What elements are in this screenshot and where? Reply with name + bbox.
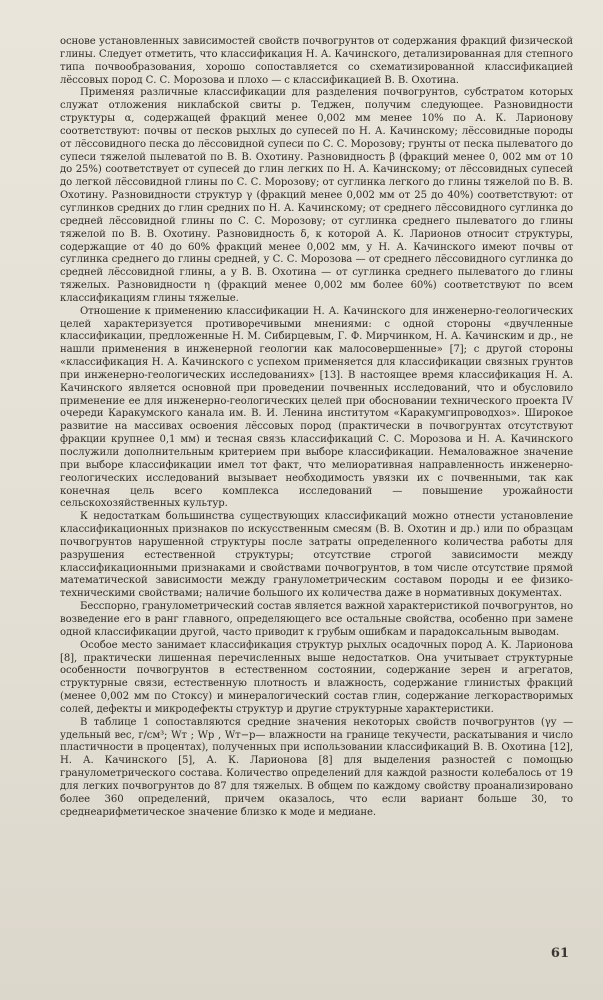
page-number: 61 <box>550 946 569 961</box>
paragraph: Применяя различные классификации для разделения почвогрунтов, субстратом которых служат отложения никлабской свиты р. Теджен, получим следующее. Разновидности структуры α, содержащей фракций менее 0,002 мм менее 10% по А. К. Ларионову соответствуют: почвы от песков рыхлых до супесей по Н. А. Качинскому; лёссовидные породы от лёссовидного песка до лёссовидной супеси по С. С. Морозову; грунты от песка пылеватого до супеси тяжелой пылеватой по В. В. Охотину. Разновидность β (фракций менее 0, 002 мм от 10 до 25%) соответствует от супесей до глин легких по Н. А. Качинскому; от лёссовидных супесей до легкой лёссовидной глины по С. С. Морозову; от суглинка легкого до глины тяжелой по В. В. Охотину. Разновидности структур γ (фракций менее 0,002 мм от 25 до 40%) соответствуют: от суглинков средних до глин средних по Н. А. Качинскому; от среднего лёссовидного суглинка до средней лёссовидной глины по С. С. Морозову; от суглинка среднего пылеватого до глины тяжелой по В. В. Охотину. Разновидность δ, к которой А. К. Ларионов относит структуры, содержащие от 40 до 60% фракций менее 0,002 мм, у Н. А. Качинского имеют почвы от суглинка среднего до глины средней, у С. С. Морозова — от среднего лёссовидного суглинка до средней лёссовидной глины, а у В. В. Охотина — от суглинка среднего пылеватого до глины тяжелых. Разновидности η (фракций менее 0,002 мм более 60%) соответствуют по всем классификациям глины тяжелые. <box>60 87 573 304</box>
paragraph: Отношение к применению классификации Н. А. Качинского для инженерно-геологических целей характеризуется противоречивыми мнениями: с одной стороны «двучленные классификации, предложенные Н. М. Сибирцевым, Г. Ф. Мирчинком, Н. А. Качинским и др., не нашли применения в инженерной геологии как малосовершенные» [7]; с другой стороны «классификация Н. А. Качинского с успехом применяется для классификации связных грунтов при инженерно-геологических исследованиях» [13]. В настоящее время классификация Н. А. Качинского является основной при проведении почвенных исследований, что и обусловило применение ее для инженерно-геологических целей при обосновании технического проекта IV очереди Каракумского канала им. В. И. Ленина институтом «Каракумгипроводхоз». Широкое развитие на массивах освоения лёссовых пород (практически в почвогрунтах отсутствуют фракции крупнее 0,1 мм) и тесная связь классификаций С. С. Морозова и Н. А. Качинского послужили дополнительным критерием при выборе классификации. Немаловажное значение при выборе классификации имел тот факт, что мелиоративная направленность инженерно-геологических исследований вызывает необходимость увязки их с почвенными, так как конечная цель всего комплекса исследований — повышение урожайности сельскохозяйственных культур. <box>60 305 573 510</box>
paragraph: К недостаткам большинства существующих классификаций можно отнести установление классификационных признаков по искусственным смесям (В. В. Охотин и др.) или по образцам почвогрунтов нарушенной структуры после затраты определенного количества работы для разрушения естественной структуры; отсутствие строгой зависимости между классификационными признаками и свойствами почвогрунтов, в том числе отсутствие прямой математической зависимости между гранулометрическим составом породы и ее физико-техническими свойствами; наличие большого их количества даже в нормативных документах. <box>60 511 573 600</box>
paragraph: Особое место занимает классификация структур рыхлых осадочных пород А. К. Ларионова [8], практически лишенная перечисленных выше недостатков. Она учитывает структурные особенности почвогрунтов в естественном состоянии, содержание зерен и агрегатов, структурные связи, естественную плотность и влажность, содержание глинистых фракций (менее 0,002 мм по Стоксу) и минералогический состав глин, содержание легкорастворимых солей, дефекты и микродефекты структур и другие структурные характеристики. <box>60 639 573 715</box>
paragraph: Бесспорно, гранулометрический состав является важной характеристикой почвогрунтов, но возведение его в ранг главного, определяющего все остальные свойства, особенно при замене одной классификации другой, часто приводит к грубым ошибкам и парадоксальным выводам. <box>60 601 573 638</box>
body-text <box>60 36 573 819</box>
paragraph: В таблице 1 сопоставляются средние значения некоторых свойств почвогрунтов (γу — удельный вес, г/см³; Wт ; Wр , Wт−р— влажности на границе текучести, раскатывания и число пластичности в процентах), полученных при использовании классификаций В. В. Охотина [12], Н. А. Качинского [5], А. К. Ларионова [8] для выделения разностей с помощью гранулометрического состава. Количество определений для каждой разности колебалось от 19 для легких почвогрунтов до 87 для тяжелых. В общем по каждому свойству проанализировано более 360 определений, причем оказалось, что если вариант больше 30, то среднеарифметическое значение близко к моде и медиане. <box>60 716 573 818</box>
paragraph: основе установленных зависимостей свойств почвогрунтов от содержания фракций физической глины. Следует отметить, что классификация Н. А. Качинского, детализированная для степного типа почвообразования, хорошо сопоставляется со схематизированной классификацией лёссовых пород С. С. Морозова и плохо — с классификацией В. В. Охотина. <box>60 36 573 86</box>
